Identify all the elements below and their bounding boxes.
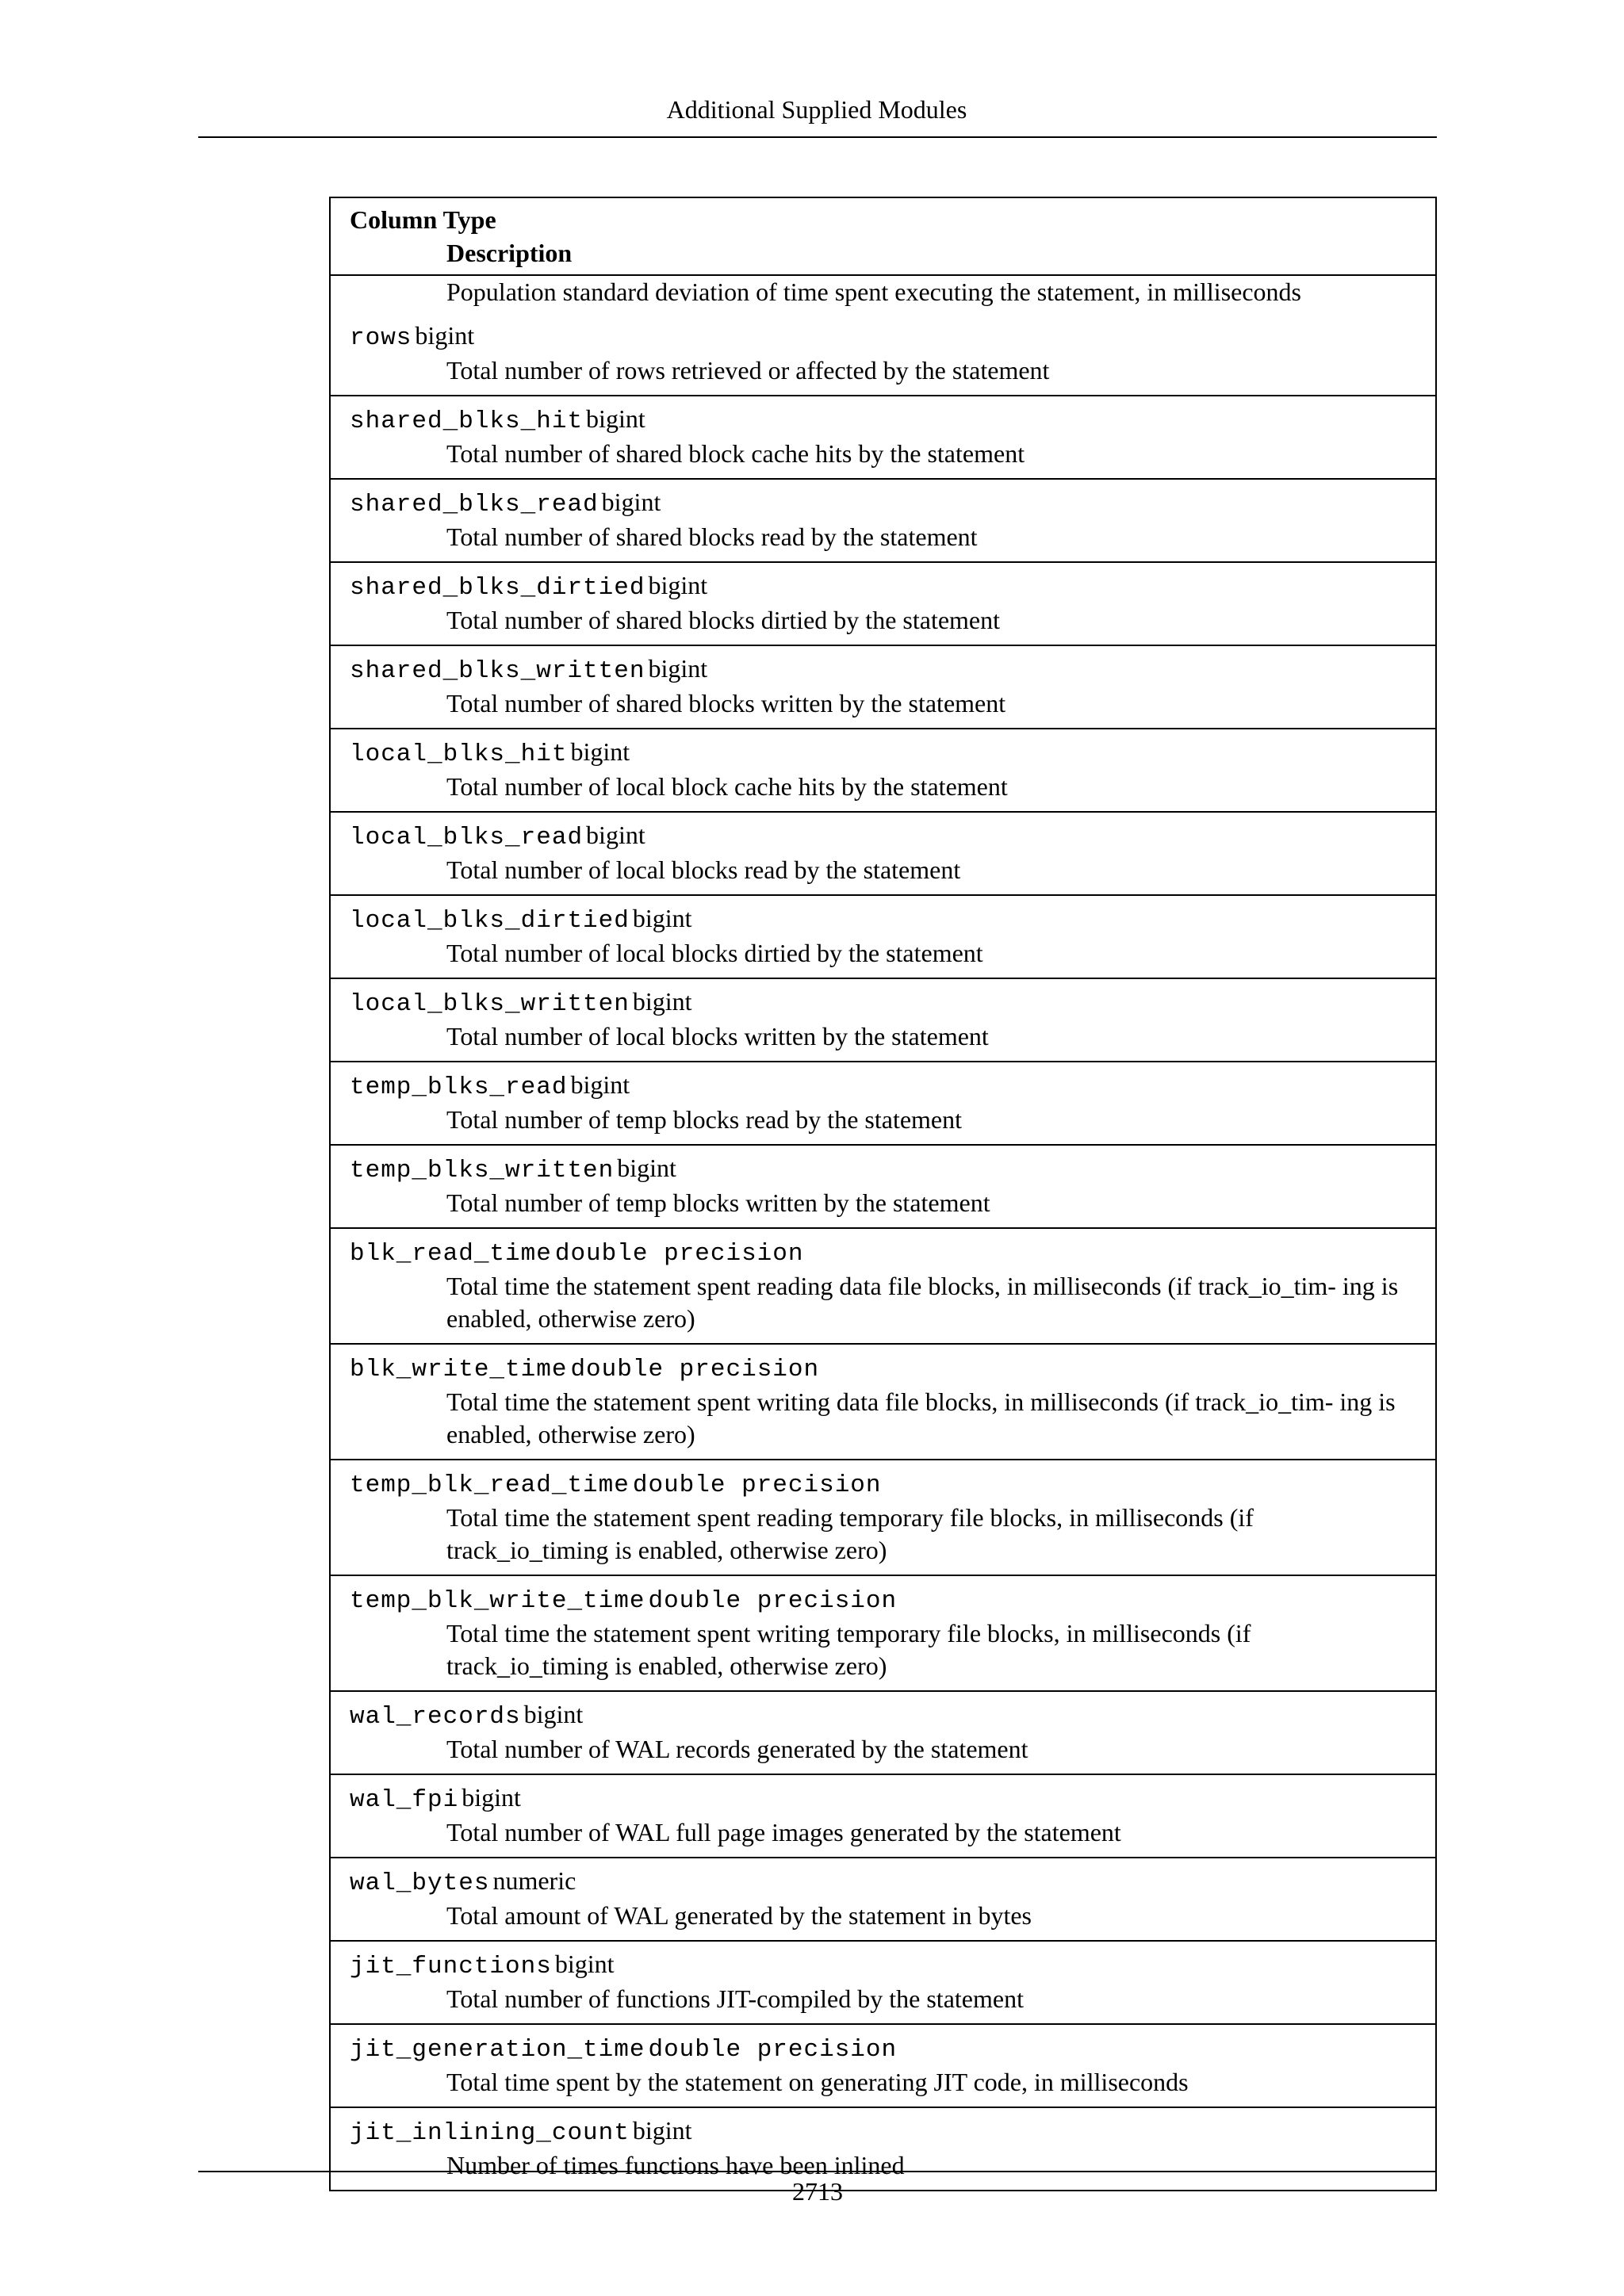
column-name: jit_inlining_count bbox=[350, 2119, 630, 2147]
column-description: Total number of local blocks written by the statement bbox=[446, 1022, 989, 1050]
column-type: bigint bbox=[586, 404, 645, 433]
column-signature bbox=[350, 1351, 1416, 1386]
column-signature bbox=[350, 1781, 1416, 1816]
column-type: bigint bbox=[554, 1950, 615, 1978]
column-description: Total time spent by the statement on generating JIT code, in milliseconds bbox=[446, 2068, 1189, 2096]
column-type: bigint bbox=[632, 2116, 692, 2145]
column-description: Total number of functions JIT-compiled by the statement bbox=[446, 1984, 1024, 2013]
table-row bbox=[331, 1459, 1435, 1575]
table-row bbox=[331, 1227, 1435, 1343]
column-type-heading: Column Type bbox=[350, 205, 496, 234]
column-type: bigint bbox=[462, 1783, 521, 1812]
table-row bbox=[331, 1061, 1435, 1144]
column-type: bigint bbox=[586, 821, 645, 849]
column-signature bbox=[350, 1698, 1416, 1733]
column-description: Total number of rows retrieved or affected by the statement bbox=[446, 356, 1050, 385]
table-header-row bbox=[331, 198, 1435, 274]
column-type: bigint bbox=[617, 1154, 676, 1182]
column-name: local_blks_dirtied bbox=[350, 907, 630, 935]
column-description: Total time the statement spent writing data file blocks, in milliseconds (if track_io_tim- ing is enabled, otherwise zero) bbox=[446, 1387, 1396, 1448]
continued-description: Population standard deviation of time spent executing the statement, in milliseconds bbox=[446, 277, 1301, 306]
table-row bbox=[331, 395, 1435, 478]
column-name: shared_blks_dirtied bbox=[350, 574, 645, 602]
column-name: blk_read_time bbox=[350, 1240, 552, 1268]
column-description: Total number of shared blocks written by the statement bbox=[446, 689, 1006, 718]
column-name: wal_bytes bbox=[350, 1869, 490, 1897]
column-signature bbox=[350, 1152, 1416, 1187]
column-name: temp_blks_written bbox=[350, 1157, 615, 1184]
column-description: Total amount of WAL generated by the statement in bytes bbox=[446, 1901, 1032, 1930]
column-type: bigint bbox=[632, 987, 692, 1016]
column-signature bbox=[350, 2031, 1416, 2066]
column-signature bbox=[350, 736, 1416, 771]
column-description: Total number of shared block cache hits by the statement bbox=[446, 439, 1025, 468]
column-signature bbox=[350, 486, 1416, 521]
column-type: double precision bbox=[632, 1471, 882, 1499]
table-row bbox=[331, 728, 1435, 811]
continued-row bbox=[331, 274, 1435, 313]
column-name: jit_generation_time bbox=[350, 2036, 645, 2064]
column-type: double precision bbox=[648, 2036, 898, 2064]
column-signature bbox=[350, 2114, 1416, 2149]
column-description: Total number of local blocks dirtied by the statement bbox=[446, 939, 983, 967]
table-row bbox=[331, 2023, 1435, 2107]
column-description: Total number of local blocks read by the statement bbox=[446, 855, 961, 884]
table-row bbox=[331, 811, 1435, 894]
column-type: numeric bbox=[492, 1866, 576, 1895]
column-signature bbox=[350, 1069, 1416, 1104]
table-row bbox=[331, 1940, 1435, 2023]
column-description: Number of times functions have been inlined bbox=[446, 2151, 905, 2179]
table-row bbox=[331, 978, 1435, 1061]
table-row bbox=[331, 1575, 1435, 1690]
table-row bbox=[331, 894, 1435, 978]
table-row bbox=[331, 1857, 1435, 1940]
table-row bbox=[331, 1343, 1435, 1459]
column-description: Total time the statement spent reading temporary file blocks, in milliseconds (if track_io_timing is enabled, otherwise zero) bbox=[446, 1503, 1254, 1564]
table-row bbox=[331, 478, 1435, 561]
table-body bbox=[331, 313, 1435, 2190]
column-type: bigint bbox=[648, 571, 708, 599]
column-name: temp_blk_write_time bbox=[350, 1587, 645, 1615]
column-name: blk_write_time bbox=[350, 1356, 568, 1383]
column-type: bigint bbox=[415, 321, 475, 350]
column-name: shared_blks_hit bbox=[350, 408, 584, 435]
column-name: wal_records bbox=[350, 1703, 521, 1731]
column-description: Total number of shared blocks read by the statement bbox=[446, 522, 978, 551]
column-signature bbox=[350, 320, 1416, 354]
column-signature bbox=[350, 652, 1416, 687]
column-description: Total number of WAL full page images generated by the statement bbox=[446, 1818, 1121, 1846]
column-description: Total time the statement spent writing temporary file blocks, in milliseconds (if track_io_timing is enabled, otherwise zero) bbox=[446, 1619, 1251, 1680]
column-name: temp_blks_read bbox=[350, 1073, 568, 1101]
column-type: bigint bbox=[570, 1070, 630, 1099]
column-name: local_blks_written bbox=[350, 990, 630, 1018]
table-row bbox=[331, 1690, 1435, 1774]
table-row bbox=[331, 313, 1435, 395]
table-row bbox=[331, 1774, 1435, 1857]
table-row bbox=[331, 561, 1435, 645]
column-signature bbox=[350, 569, 1416, 604]
column-description: Total number of temp blocks read by the statement bbox=[446, 1105, 963, 1134]
column-type: bigint bbox=[601, 488, 661, 516]
column-type: double precision bbox=[570, 1356, 820, 1383]
column-table bbox=[329, 197, 1437, 2191]
column-name: wal_fpi bbox=[350, 1786, 459, 1814]
column-description: Total number of shared blocks dirtied by the statement bbox=[446, 606, 1001, 634]
column-description: Total time the statement spent reading data file blocks, in milliseconds (if track_io_tim- ing is enabled, otherwise zero) bbox=[446, 1272, 1399, 1333]
column-signature bbox=[350, 1865, 1416, 1900]
column-name: jit_functions bbox=[350, 1953, 552, 1980]
column-description: Total number of WAL records generated by the statement bbox=[446, 1735, 1028, 1763]
column-signature bbox=[350, 985, 1416, 1020]
column-name: shared_blks_read bbox=[350, 491, 599, 519]
header-rule bbox=[198, 136, 1437, 138]
column-type: bigint bbox=[632, 904, 692, 932]
column-signature bbox=[350, 902, 1416, 937]
column-name: rows bbox=[350, 324, 412, 352]
column-type: bigint bbox=[648, 654, 708, 683]
column-name: shared_blks_written bbox=[350, 657, 645, 685]
column-signature bbox=[350, 1467, 1416, 1502]
footer-rule bbox=[198, 2171, 1437, 2172]
running-header: Additional Supplied Modules bbox=[666, 95, 967, 124]
table-row bbox=[331, 1144, 1435, 1227]
column-signature bbox=[350, 1582, 1416, 1617]
column-signature bbox=[350, 1235, 1416, 1270]
column-name: local_blks_hit bbox=[350, 740, 568, 768]
column-description: Total number of temp blocks written by the statement bbox=[446, 1188, 990, 1217]
description-heading: Description bbox=[446, 239, 573, 267]
column-name: local_blks_read bbox=[350, 824, 584, 851]
page-number: 2713 bbox=[792, 2177, 843, 2206]
column-signature bbox=[350, 403, 1416, 438]
column-description: Total number of local block cache hits by the statement bbox=[446, 772, 1008, 801]
column-signature bbox=[350, 819, 1416, 854]
column-type: bigint bbox=[570, 737, 630, 766]
column-type: double precision bbox=[554, 1240, 804, 1268]
column-type: bigint bbox=[523, 1700, 584, 1728]
column-signature bbox=[350, 1948, 1416, 1983]
column-type: double precision bbox=[648, 1587, 898, 1615]
table-row bbox=[331, 645, 1435, 728]
column-name: temp_blk_read_time bbox=[350, 1471, 630, 1499]
